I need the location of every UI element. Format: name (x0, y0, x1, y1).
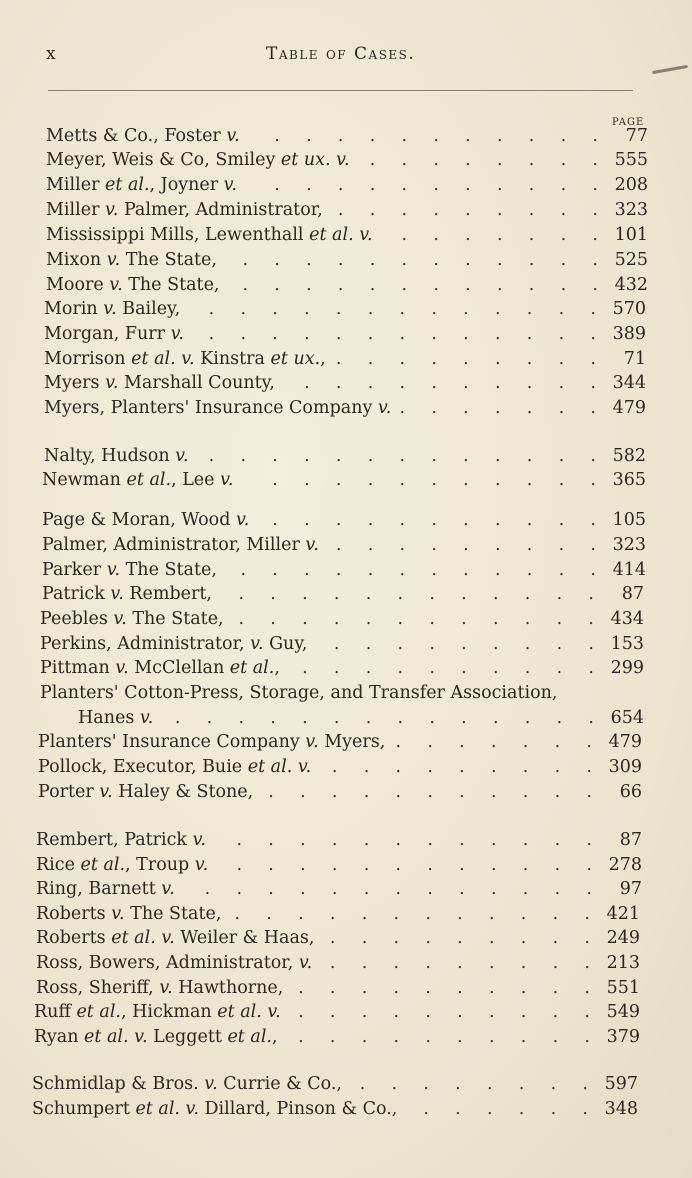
page-reference: 66 (619, 782, 642, 802)
case-name-italic: v. (111, 904, 125, 924)
case-name-text: Miller (46, 175, 105, 195)
case-name (34, 1000, 281, 1024)
case-name-italic: et al. v. (247, 757, 312, 777)
case-name-italic: v. (109, 275, 123, 295)
case-name-italic: et al. v. (131, 349, 195, 369)
case-entry (46, 124, 648, 148)
case-entry (44, 371, 646, 395)
case-name-text: , Joyner (149, 175, 224, 195)
case-name (46, 173, 237, 197)
case-entry (38, 755, 642, 779)
page-reference: 278 (608, 855, 642, 875)
page-column-header: PAGE (612, 117, 645, 128)
case-entry (44, 322, 646, 346)
case-name (38, 780, 253, 804)
case-name-text: Bailey, (116, 299, 181, 319)
case-name-italic: v. (175, 446, 189, 466)
case-name-text: Kinstra (194, 349, 271, 369)
page-reference: 432 (614, 275, 648, 295)
case-name-text: Planters' Insurance Company (38, 732, 306, 752)
case-name-italic: v. (377, 398, 392, 418)
page-reference: 77 (625, 126, 648, 146)
case-name-italic: v. (298, 953, 313, 973)
case-name-text: Currie & Co., (217, 1074, 342, 1094)
case-name-text: Perkins, Administrator, (40, 634, 251, 654)
case-entry (46, 223, 648, 247)
page-reference: 87 (621, 584, 644, 604)
header-rule (48, 90, 633, 91)
leader-dots: . . . . . . . . . . . . . (208, 299, 596, 319)
page-reference: 249 (606, 928, 640, 948)
case-name (32, 1097, 397, 1121)
leader-dots: . . . . . . . . . . (298, 1027, 590, 1047)
case-name-italic: v. (105, 373, 119, 393)
case-name-italic: v. (139, 708, 154, 728)
page-reference: 389 (612, 324, 646, 344)
page-reference: 365 (612, 470, 646, 490)
case-name-italic: v. (223, 175, 238, 195)
leader-dots: . . . . . . . . . . (298, 978, 590, 998)
page-reference: 309 (608, 757, 642, 777)
case-name-text: Morgan, Furr (44, 324, 171, 344)
leader-dots: . . . . . . . . . . . . (236, 830, 592, 850)
page-reference: 549 (606, 1002, 640, 1022)
ink-smudge (652, 65, 688, 74)
page-reference: 348 (604, 1099, 638, 1119)
case-name (36, 926, 314, 950)
case-name (44, 371, 275, 395)
case-name-text: Dillard, Pinson & Co., (198, 1099, 398, 1119)
case-name-text: , (272, 1027, 278, 1047)
case-name-italic: v. (110, 584, 124, 604)
leader-dots: . . . . . . . . . . . . (242, 250, 598, 270)
case-name-text: Haley & Stone, (112, 782, 254, 802)
case-name (36, 976, 283, 1000)
case-name-text: , Lee (171, 470, 221, 490)
case-name-italic: et al. v. (111, 928, 175, 948)
case-name-text: Myers (44, 373, 106, 393)
case-name-text: Ryan (34, 1027, 85, 1047)
page-reference: 421 (606, 904, 640, 924)
case-name-text: Roberts (36, 928, 112, 948)
case-name-text: Pittman (40, 658, 116, 678)
case-name-italic: v. (105, 200, 119, 220)
case-name (36, 853, 208, 877)
case-name-italic: v. (106, 560, 121, 580)
page-reference: 570 (612, 299, 646, 319)
case-name (40, 656, 280, 680)
case-name-text: The State, (122, 275, 220, 295)
case-name-text: Palmer, Administrator, Miller (42, 535, 306, 555)
case-name (44, 322, 184, 346)
leader-dots: . . . . . . . . . (331, 757, 592, 777)
case-name (36, 902, 221, 926)
case-name-italic: et al. (126, 470, 172, 490)
case-name-text: , (320, 349, 326, 369)
case-entry (38, 730, 642, 754)
case-name-italic: et al. (80, 855, 126, 875)
leader-dots: . . . . . . . . . (329, 953, 590, 973)
case-name-text: Morin (44, 299, 104, 319)
case-name (34, 1025, 278, 1049)
case-name (38, 730, 385, 754)
case-name-text: Ross, Sheriff, (36, 978, 160, 998)
case-name (42, 468, 233, 492)
case-name (38, 755, 311, 779)
case-name-text: , (274, 658, 280, 678)
case-name-text: Leggett (147, 1027, 228, 1047)
case-name-italic: et ux. (270, 349, 321, 369)
case-entry (42, 533, 646, 557)
page-reference: 323 (614, 200, 648, 220)
case-name-italic: et al. (229, 658, 275, 678)
leader-dots: . . . . . . . . . . . . (238, 584, 594, 604)
leader-dots: . . . . . . . . (359, 1074, 588, 1094)
page-reference: 479 (612, 398, 646, 418)
case-name-text: Morrison (44, 349, 132, 369)
case-name-text: Meyer, Weis & Co, Smiley (46, 150, 281, 170)
case-name (44, 444, 189, 468)
case-name (44, 347, 326, 371)
case-name-text: Roberts (36, 904, 112, 924)
case-entry (36, 877, 642, 901)
case-name (40, 632, 307, 656)
leader-dots: . . . . . . . (399, 398, 596, 418)
case-name-text: Peebles (40, 609, 114, 629)
case-name (46, 124, 240, 148)
running-head (46, 44, 646, 70)
leader-dots: . . . . . . . . . . . . . (208, 324, 596, 344)
case-entry (36, 951, 640, 975)
case-entry (36, 853, 642, 877)
leader-dots: . . . . . . . . . . . . (238, 609, 594, 629)
page-reference: 153 (610, 634, 644, 654)
case-name-italic: et al. (76, 1002, 121, 1022)
leader-dots: . . . . . . . (401, 225, 598, 245)
page-title: Table of Cases. (266, 44, 416, 64)
case-name-italic: v. (161, 879, 175, 899)
case-name-italic: et al. (105, 175, 150, 195)
leader-dots: . . . . . . . . . . . . . . (174, 708, 594, 728)
case-entry (40, 632, 644, 656)
case-name-text: Myers, (318, 732, 386, 752)
case-name-text: Metts & Co., Foster (46, 126, 227, 146)
case-name-italic: v. (194, 855, 209, 875)
case-name-text: Miller (46, 200, 105, 220)
leader-dots: . . . . . . . . . (337, 200, 598, 220)
leader-dots: . . . . . . . . . . . . . (204, 879, 592, 899)
leader-dots: . . . . . . . . . . (298, 1002, 590, 1022)
case-name-text: Guy, (263, 634, 308, 654)
case-name-text: Hawthorne, (172, 978, 284, 998)
case-name-italic: v. (103, 299, 117, 319)
page-reference: 97 (619, 879, 642, 899)
page-reference: 213 (606, 953, 640, 973)
case-name (32, 1072, 342, 1096)
leader-dots: . . . . . . . . . . . (274, 175, 598, 195)
case-entry (78, 706, 644, 730)
page-reference: 597 (604, 1074, 638, 1094)
page-reference: 654 (610, 708, 644, 728)
case-entry (42, 558, 646, 582)
case-name-text: Newman (42, 470, 127, 490)
case-name (46, 148, 350, 172)
case-name-text: Rembert, Patrick (36, 830, 193, 850)
case-entry (46, 198, 648, 222)
case-name-text: Rembert, (123, 584, 212, 604)
case-name-text: Weiler & Haas, (174, 928, 315, 948)
page-reference: 434 (610, 609, 644, 629)
case-name-text: Pollock, Executor, Buie (38, 757, 248, 777)
case-name-italic: v. (99, 782, 113, 802)
case-name (42, 582, 212, 606)
page-reference: 525 (614, 250, 648, 270)
leader-dots: . . . . . . . . . (329, 928, 590, 948)
case-entry (32, 1072, 638, 1096)
case-name (42, 558, 217, 582)
case-name-italic: v. (250, 634, 264, 654)
page-reference: 87 (619, 830, 642, 850)
case-name-text: Porter (38, 782, 100, 802)
leader-dots: . . . . . . . . . . . . (240, 560, 596, 580)
case-name-italic: et al. v. (135, 1099, 199, 1119)
case-name-text: Mixon (46, 250, 107, 270)
case-name-text: Page & Moran, Wood (42, 510, 236, 530)
page-reference: 323 (612, 535, 646, 555)
page-number: x (46, 44, 57, 64)
case-name (36, 877, 175, 901)
case-name-italic: et al. (227, 1027, 272, 1047)
case-name (40, 607, 224, 631)
case-entry (46, 173, 648, 197)
case-name-text: The State, (124, 904, 222, 924)
page-reference: 555 (614, 150, 648, 170)
case-entry (36, 828, 642, 852)
case-entry (32, 1097, 638, 1121)
case-entry (42, 508, 646, 532)
case-entry (34, 1000, 640, 1024)
leader-dots: . . . . . . . . . (333, 634, 594, 654)
case-name (44, 297, 180, 321)
case-name-italic: et al. v. (309, 225, 373, 245)
case-name-text: , Hickman (121, 1002, 218, 1022)
page-reference: 208 (614, 175, 648, 195)
case-name-text: Rice (36, 855, 81, 875)
leader-dots: . . . . . . . . . . . (274, 126, 598, 146)
case-name (46, 198, 323, 222)
case-name-italic: v. (113, 609, 127, 629)
case-entry (40, 681, 646, 705)
case-name (42, 508, 249, 532)
case-name-text: Ring, Barnett (36, 879, 162, 899)
case-name (46, 248, 217, 272)
case-entry (38, 780, 642, 804)
page-reference: 414 (612, 560, 646, 580)
page-reference: 299 (610, 658, 644, 678)
case-entry (44, 297, 646, 321)
case-name (40, 681, 557, 705)
leader-dots: . . . . . . . . . . . (272, 510, 596, 530)
case-name-italic: v. (170, 324, 184, 344)
case-name-text: McClellan (128, 658, 230, 678)
case-name (36, 828, 206, 852)
case-name (46, 273, 220, 297)
case-entry (34, 1025, 640, 1049)
case-entry (46, 273, 648, 297)
page-reference: 479 (608, 732, 642, 752)
case-name (42, 533, 319, 557)
leader-dots: . . . . . . . . . (335, 349, 596, 369)
case-name-text: Hanes (78, 708, 140, 728)
case-entry (42, 468, 646, 492)
leader-dots: . . . . . . . . . . . (268, 782, 592, 802)
page-reference: 379 (606, 1027, 640, 1047)
case-name-text: , Troup (125, 855, 195, 875)
leader-dots: . . . . . . . . . . . . . (208, 446, 596, 466)
case-name-italic: v. (220, 470, 234, 490)
case-name-text: Schmidlap & Bros. (32, 1074, 205, 1094)
case-name-italic: v. (204, 1074, 218, 1094)
page-reference: 101 (614, 225, 648, 245)
leader-dots: . . . . . . . . . . . . (234, 904, 590, 924)
case-entry (44, 347, 646, 371)
case-entry (40, 656, 644, 680)
case-name-italic: v. (226, 126, 240, 146)
case-name-text: Nalty, Hudson (44, 446, 176, 466)
leader-dots: . . . . . . . (395, 732, 592, 752)
case-entry (36, 902, 640, 926)
case-name-text: Ruff (34, 1002, 77, 1022)
case-name-italic: v. (305, 535, 319, 555)
case-name-text: Myers, Planters' Insurance Company (44, 398, 378, 418)
page-reference: 71 (623, 349, 646, 369)
case-entry (46, 148, 648, 172)
leader-dots: . . . . . . (423, 1099, 588, 1119)
case-name-text: Moore (46, 275, 110, 295)
case-entry (42, 582, 644, 606)
case-name-text: Patrick (42, 584, 111, 604)
leader-dots: . . . . . . . . . . . . (236, 855, 592, 875)
case-name (46, 223, 373, 247)
case-name-italic: v. (192, 830, 206, 850)
case-entry (36, 976, 640, 1000)
case-name-text: Marshall County, (118, 373, 275, 393)
case-name-italic: v. (235, 510, 250, 530)
case-entry (46, 248, 648, 272)
leader-dots: . . . . . . . . . . . (272, 470, 596, 490)
case-entry (44, 444, 646, 468)
case-name-text: Ross, Bowers, Administrator, (36, 953, 299, 973)
case-name (36, 951, 312, 975)
page-reference: 582 (612, 446, 646, 466)
page-reference: 551 (606, 978, 640, 998)
case-name-italic: v. (159, 978, 173, 998)
case-name-text: The State, (120, 250, 217, 270)
leader-dots: . . . . . . . . . . (302, 658, 594, 678)
case-name-text: The State, (126, 609, 224, 629)
case-entry (44, 396, 646, 420)
case-name-text: Planters' Cotton-Press, Storage, and Transfer Association, (40, 683, 558, 703)
case-name-text: Mississippi Mills, Lewenthall (46, 225, 310, 245)
case-name-text: Schumpert (32, 1099, 136, 1119)
case-name (78, 706, 153, 730)
case-name-italic: v. (115, 658, 129, 678)
case-name-italic: et ux. v. (280, 150, 350, 170)
case-entry (40, 607, 644, 631)
case-name-text: The State, (120, 560, 217, 580)
case-name-text: Palmer, Administrator, (118, 200, 323, 220)
case-entry (36, 926, 640, 950)
case-name (44, 396, 391, 420)
case-name-italic: et al. v. (217, 1002, 281, 1022)
leader-dots: . . . . . . . . . (335, 535, 596, 555)
case-name-text: Parker (42, 560, 107, 580)
case-name-italic: et al. v. (84, 1027, 148, 1047)
case-name-italic: v. (106, 250, 121, 270)
page-reference: 105 (612, 510, 646, 530)
leader-dots: . . . . . . . . . . (304, 373, 596, 393)
leader-dots: . . . . . . . . (369, 150, 598, 170)
case-name-italic: v. (305, 732, 319, 752)
leader-dots: . . . . . . . . . . . . (242, 275, 598, 295)
page-reference: 344 (612, 373, 646, 393)
